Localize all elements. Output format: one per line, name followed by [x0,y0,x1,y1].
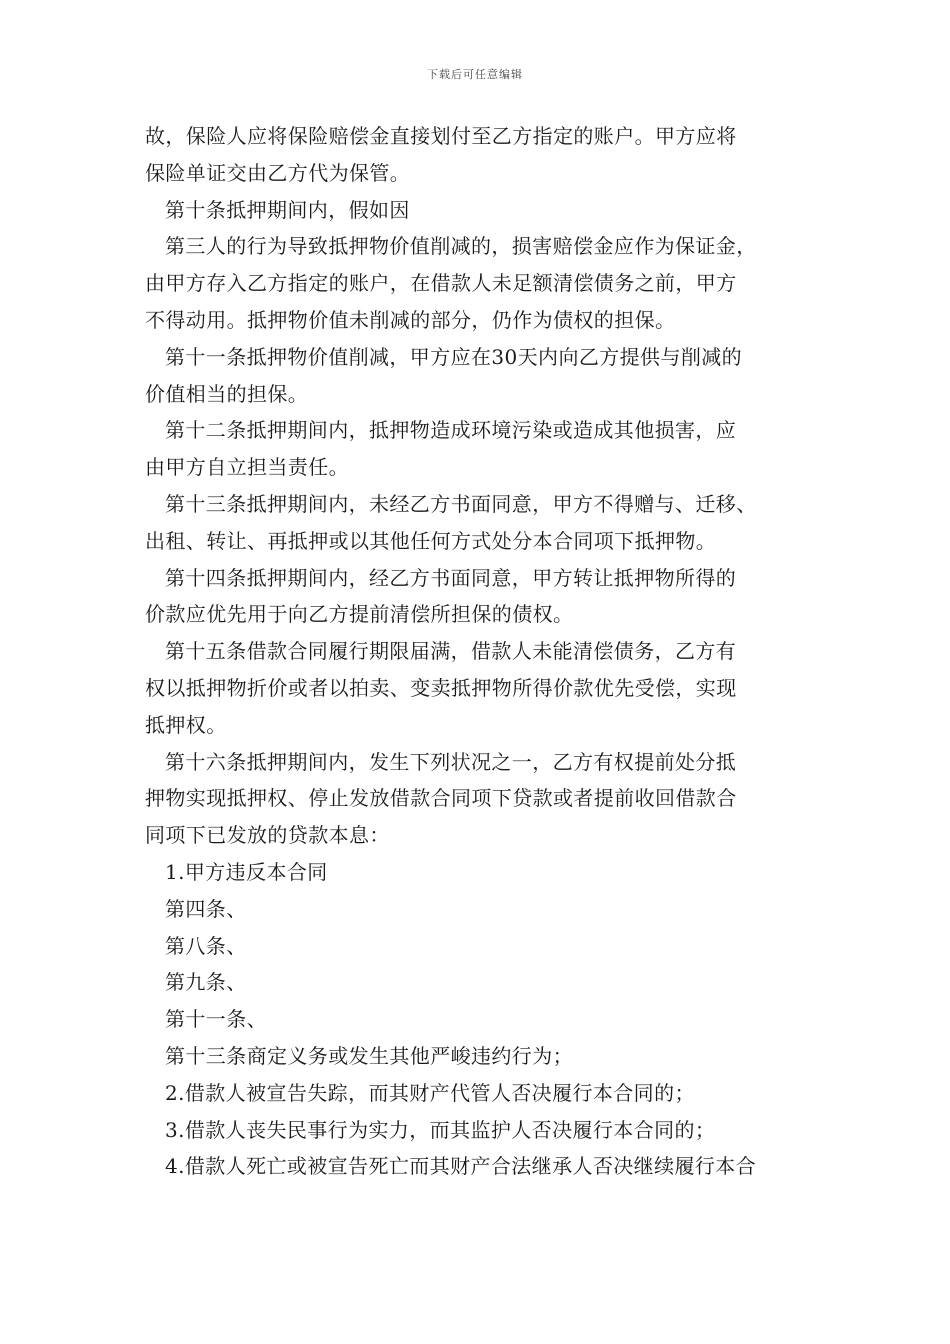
document-line: 第四条、 [165,896,247,921]
document-line: 故，保险人应将保险赔偿金直接划付至乙方指定的账户。甲方应将 [145,124,737,148]
document-line: 第十三条抵押期间内，未经乙方书面同意，甲方不得赠与、迁移、 [165,491,757,516]
document-line: 第十五条借款合同履行期限届满，借款人未能清偿债务，乙方有 [165,639,737,664]
document-line: 第十三条商定义务或发生其他严峻违约行为； [165,1043,573,1068]
document-line: 2.借款人被宣告失踪，而其财产代管人否决履行本合同的； [165,1080,695,1105]
document-line: 4.借款人死亡或被宣告死亡而其财产合法继承人否决继续履行本合 [165,1154,757,1179]
document-body [145,118,825,1185]
document-line: 价值相当的担保。 [145,381,309,406]
document-line: 抵押权。 [145,712,227,737]
document-line: 第十一条抵押物价值削减，甲方应在30天内向乙方提供与削减的 [165,344,743,369]
document-line: 第三人的行为导致抵押物价值削减的，损害赔偿金应作为保证金， [165,234,757,259]
page-header-note: 下载后可任意编辑 [427,68,523,81]
document-line: 出租、转让、再抵押或以其他任何方式处分本合同项下抵押物。 [145,528,717,553]
document-line: 不得动用。抵押物价值未削减的部分，仍作为债权的担保。 [145,307,676,332]
document-line: 由甲方存入乙方指定的账户，在借款人未足额清偿债务之前，甲方 [145,271,737,296]
document-line: 第十二条抵押期间内，抵押物造成环境污染或造成其他损害，应 [165,418,737,443]
document-line: 权以抵押物折价或者以拍卖、变卖抵押物所得价款优先受偿，实现 [145,675,737,700]
document-line: 同项下已发放的贷款本息： [145,823,390,848]
document-line: 第十四条抵押期间内，经乙方书面同意，甲方转让抵押物所得的 [165,565,737,590]
document-line: 由甲方自立担当责任。 [145,455,349,480]
document-line: 第八条、 [165,933,247,958]
document-line: 第十条抵押期间内，假如因 [165,197,410,222]
document-line: 价款应优先用于向乙方提前清偿所担保的债权。 [145,602,574,627]
document-line: 1.甲方违反本合同 [165,859,328,884]
document-line: 第九条、 [165,970,247,995]
document-line: 押物实现抵押权、停止发放借款合同项下贷款或者提前收回借款合 [145,786,737,811]
document-line: 3.借款人丧失民事行为实力，而其监护人否决履行本合同的； [165,1117,716,1142]
document-line: 第十六条抵押期间内，发生下列状况之一，乙方有权提前处分抵 [165,749,737,774]
document-line: 保险单证交由乙方代为保管。 [145,160,411,185]
document-line: 第十一条、 [165,1007,267,1032]
